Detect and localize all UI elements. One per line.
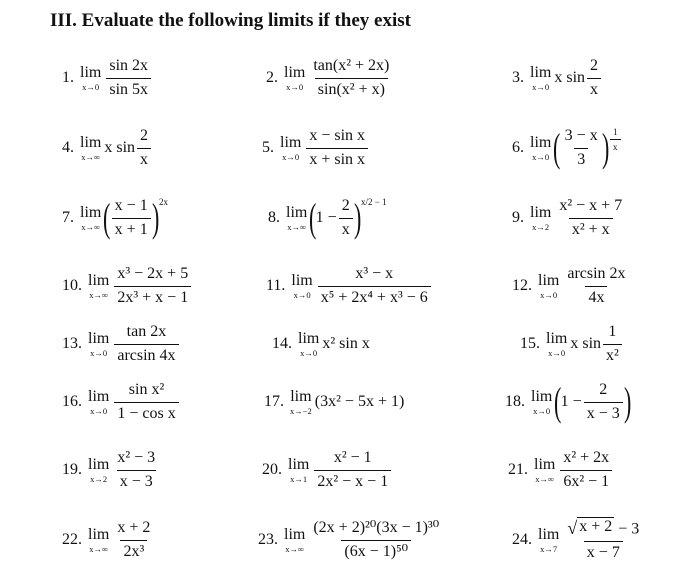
fraction: √ x + 2 − 3 x − 7 (567, 517, 640, 562)
problem-number: 2. (266, 69, 278, 86)
expression: x sin (104, 139, 136, 156)
problem-19 (62, 440, 160, 500)
problem-number: 16. (62, 393, 82, 410)
fraction: $\frac{\text{x² − 1}}{\text{2x² − x − 1}}$ (314, 449, 391, 491)
limit-operator: lim x→0 (538, 271, 560, 300)
problem-number: 3. (512, 69, 524, 86)
fraction: $\frac{\text{x³ − x}}{\text{x⁵ + 2x⁴ + x³ − 6}}$ (318, 265, 431, 307)
problem-13 (62, 314, 181, 374)
fraction: $\frac{\sin 2x}{\sin 5x}$ (106, 57, 151, 99)
problem-number: 15. (520, 335, 540, 352)
expression: 1 − (560, 393, 582, 410)
limit-operator: lim x→∞ (88, 271, 110, 300)
exponent: 2x (159, 197, 169, 208)
problem-number: 18. (505, 393, 525, 410)
expression: 1 − (315, 209, 337, 226)
problem-14 (272, 314, 370, 374)
problem-number: 8. (268, 209, 280, 226)
limit-operator: lim x→∞ (284, 525, 306, 554)
problem-3 (512, 48, 603, 108)
parenthesized-expression: ( $\frac{3 - x}{3}$ ) $\frac{1}{x}$ (554, 127, 622, 169)
problem-15 (520, 314, 624, 374)
problem-number: 21. (508, 461, 528, 478)
fraction: $\frac{\text{x² − 3}}{x - 3}$ (117, 449, 156, 490)
problem-number: 17. (264, 393, 284, 410)
expression: (3x² − 5x + 1) (314, 393, 405, 410)
problem-1 (62, 48, 153, 108)
problem-number: 10. (62, 277, 82, 294)
fraction: $\frac{x - 1}{x + 1}$ (112, 197, 151, 239)
problem-6 (512, 118, 623, 178)
expression: x sin (554, 69, 586, 86)
limit-operator: lim x→∞ (80, 203, 102, 232)
problem-number: 13. (62, 335, 82, 352)
problem-9 (512, 188, 627, 248)
fraction: $\frac{3 - x}{3}$ (564, 127, 598, 168)
limit-operator: lim x→0 (280, 133, 302, 162)
problem-number: 14. (272, 335, 292, 352)
fraction: $\frac{\text{x² + 2x}}{\text{6x² − 1}}$ (560, 449, 612, 491)
problem-number: 4. (62, 139, 74, 156)
limit-operator: lim x→0 (284, 63, 306, 92)
expression: x sin (570, 335, 602, 352)
problem-5 (262, 118, 370, 178)
fraction: $\frac{\text{x − sin x}}{\text{x + sin x}}$ (306, 127, 368, 169)
problem-17 (264, 372, 404, 432)
limit-operator: lim x→0 (291, 271, 313, 300)
limit-operator: lim x→1 (288, 455, 310, 484)
problem-8 (268, 188, 387, 248)
problem-number: 5. (262, 139, 274, 156)
limit-operator: lim x→2 (88, 455, 110, 484)
limit-operator: lim x→−2 (290, 387, 312, 416)
problem-24 (512, 510, 644, 570)
limit-operator: lim x→0 (88, 329, 110, 358)
limit-operator: lim x→∞ (88, 525, 110, 554)
problem-number: 7. (62, 209, 74, 226)
limit-operator: lim x→0 (531, 387, 553, 416)
expression: x² sin x (322, 335, 370, 352)
limit-operator: lim x→∞ (80, 133, 102, 162)
fraction: $\frac{2}{x - 3}$ (584, 381, 623, 423)
parenthesized-expression: ( 1 − $\frac{2}{x - 3}$ ) (554, 379, 632, 424)
fraction: $\frac{1}{\text{x²}}$ (603, 323, 622, 365)
page-title: III. Evaluate the following limits if they exist (50, 10, 411, 31)
limit-operator: lim x→0 (530, 63, 552, 92)
fraction: $\frac{\tan 2x}{\arcsin 4x}$ (114, 323, 178, 365)
fraction: $\frac{\text{sin x²}}{\text{1 − cos x}}$ (114, 381, 178, 423)
problem-number: 23. (258, 531, 278, 548)
fraction: $\frac{\text{x³ − 2x + 5}}{\text{2x³ + x − 1}}$ (114, 265, 191, 307)
fraction: $\frac{\text{tan(x² + 2x)}}{\text{sin(x² + x)}}$ (313, 57, 390, 98)
problem-7 (62, 188, 168, 248)
fraction: $\frac{\text{x² − x + 7}}{\text{x² + x}}$ (559, 197, 623, 238)
limit-operator: lim x→0 (298, 329, 320, 358)
limit-operator: lim x→∞ (286, 203, 308, 232)
problem-number: 20. (262, 461, 282, 478)
problem-10 (62, 256, 193, 316)
problem-2 (266, 48, 394, 108)
problem-number: 19. (62, 461, 82, 478)
problem-number: 9. (512, 209, 524, 226)
problem-23 (258, 510, 444, 570)
limit-operator: lim x→∞ (534, 455, 556, 484)
problem-18 (505, 372, 630, 432)
fraction: $\frac{\arcsin 2x}{4x}$ (567, 265, 626, 306)
limit-operator: lim x→0 (80, 63, 102, 92)
limit-operator: lim x→0 (530, 133, 552, 162)
limit-operator: lim x→2 (530, 203, 552, 232)
fraction: $\frac{2}{x}$ (587, 57, 601, 99)
exponent: x/2 − 1 (361, 197, 387, 208)
problem-11 (266, 256, 433, 316)
fraction: $\frac{x + 2}{\text{2x³}}$ (117, 519, 151, 560)
limit-operator: lim x→0 (546, 329, 568, 358)
square-root: √ x + 2 (567, 517, 613, 538)
fraction: $\frac{2}{x}$ (137, 127, 151, 169)
problem-4 (62, 118, 153, 178)
problem-12 (512, 256, 631, 316)
limit-operator: lim x→0 (88, 387, 110, 416)
fraction: $\frac{\text{(2x + 2)²⁰(3x − 1)³⁰}}{\text{(6x − 1)⁵⁰}}$ (313, 519, 440, 560)
problem-number: 22. (62, 531, 82, 548)
limit-operator: lim x→7 (538, 525, 560, 554)
problem-22 (62, 510, 155, 570)
problem-number: 11. (266, 277, 286, 294)
parenthesized-expression: ( 1 − $\frac{2}{x}$ ) x/2 − 1 (309, 195, 387, 240)
problem-16 (62, 372, 181, 432)
problem-number: 24. (512, 531, 532, 548)
parenthesized-expression: ( $\frac{x - 1}{x + 1}$ ) 2x (103, 195, 169, 240)
problem-21 (508, 440, 614, 500)
problem-number: 6. (512, 139, 524, 156)
exponent: $\frac{1}{x}$ (610, 127, 621, 153)
problem-number: 1. (62, 69, 74, 86)
fraction: $\frac{2}{x}$ (339, 197, 353, 239)
problem-number: 12. (512, 277, 532, 294)
problem-20 (262, 440, 393, 500)
